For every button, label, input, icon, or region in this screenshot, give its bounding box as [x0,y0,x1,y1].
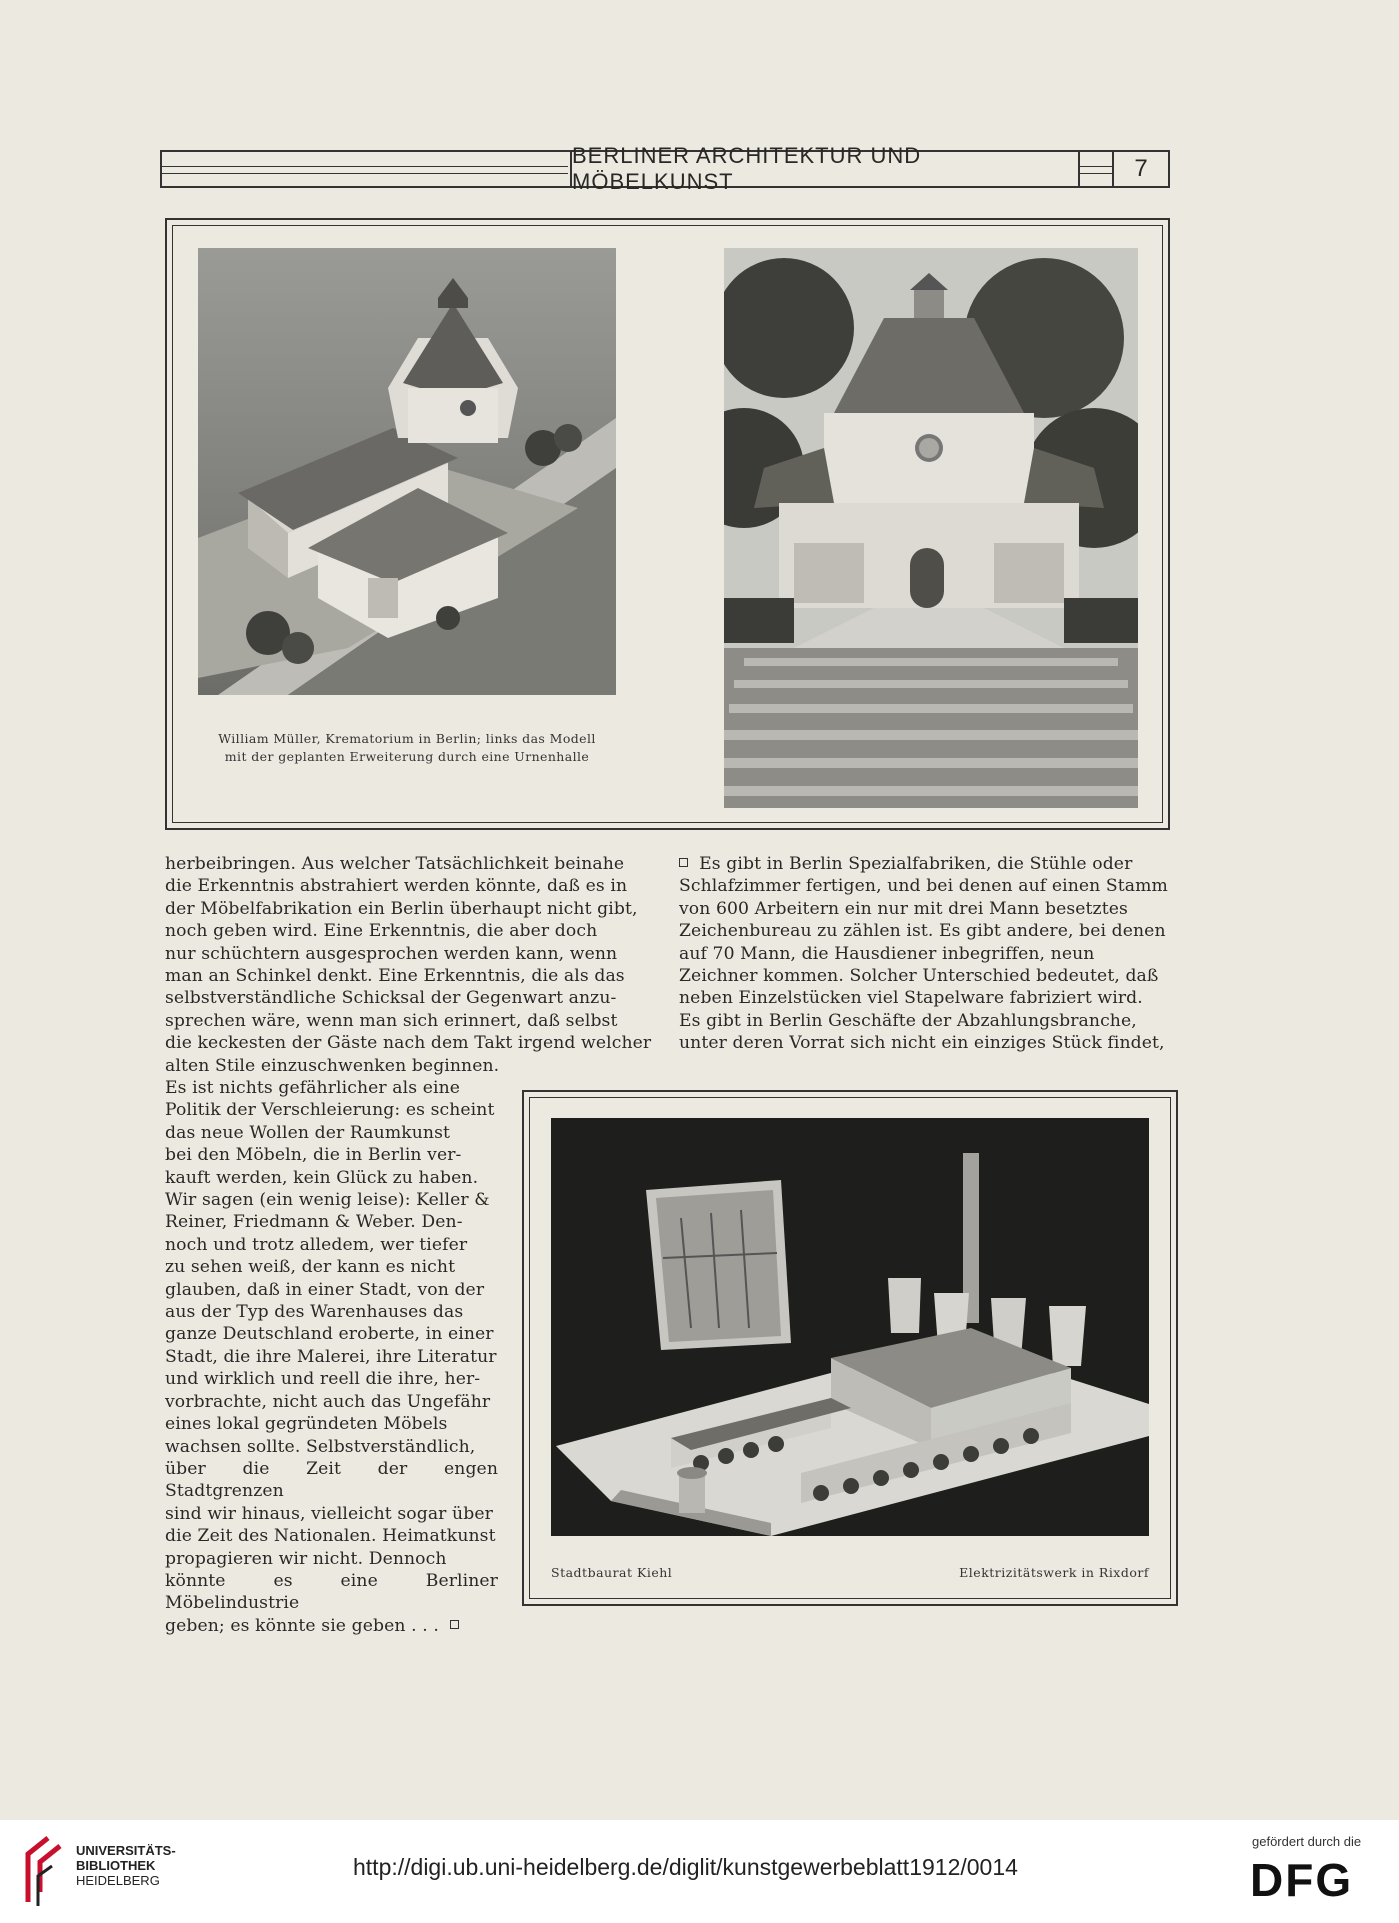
text-line [679,853,1172,875]
running-title: BERLINER ARCHITEKTUR UND MÖBELKUNST [570,152,1080,186]
text-line: selbstverständliche Schicksal der Gegenwart anzu- [165,988,617,1009]
text-line: das neue Wollen der Raumkunst [165,1122,451,1143]
text-line: eines lokal gegründeten Möbels [165,1414,448,1435]
text-line: und wirklich und reell die ihre, her- [165,1369,481,1390]
text-line: propagieren wir nicht. Dennoch [165,1548,447,1569]
text-line: von 600 Arbeitern ein nur mit drei Mann besetztes [679,898,1128,919]
text-line: der Möbelfabrikation ein Berlin überhaupt nicht gibt, [165,898,638,919]
left-column-top [165,853,657,1077]
text-line: zu sehen weiß, der kann es nicht [165,1257,456,1278]
header-rule-right [1080,166,1114,174]
text-line: nur schüchtern ausgesprochen werden kann, wenn [165,943,618,964]
text-line-first: Es gibt in Berlin Spezialfabriken, die Stühle oder [699,854,1133,874]
text-line: Zeichner kommen. Solcher Unterschied bedeutet, daß [679,966,1159,987]
crematorium-model-photo [198,248,616,695]
text-line: könnte es eine Berliner Möbelindustrie [165,1570,498,1614]
end-mark-icon [450,1620,459,1629]
text-line: man an Schinkel denkt. Eine Erkenntnis, die als das [165,966,625,987]
text-line: alten Stile einzuschwenken beginnen. [165,1055,500,1076]
top-figure-caption [198,730,616,766]
text-line: neben Einzelstücken viel Stapelware fabriziert wird. [679,988,1143,1009]
left-column-narrow [165,1077,498,1637]
caption-line: William Müller, Krematorium in Berlin; links das Modell [218,731,596,746]
library-name [76,1843,176,1888]
text-line: noch und trotz alledem, wer tiefer [165,1234,468,1255]
text-line [165,1615,498,1637]
text-line: herbeibringen. Aus welcher Tatsächlichkeit beinahe [165,854,625,874]
text-line: unter deren Vorrat sich nicht ein einziges Stück findet, [679,1033,1165,1054]
library-name-line: BIBLIOTHEK [76,1858,156,1873]
library-logo-icon [18,1832,68,1910]
text-line: wachsen sollte. Selbstverständlich, [165,1436,476,1457]
library-name-line: HEIDELBERG [76,1873,160,1888]
text-line: auf 70 Mann, die Hausdiener inbegriffen, neun [679,943,1095,964]
permalink-url[interactable]: http://digi.ub.uni-heidelberg.de/diglit/kunstgewerbeblatt1912/0014 [353,1854,1018,1880]
text-line: Zeichenbureau zu zählen ist. Es gibt andere, bei denen [679,921,1166,942]
text-line: sind wir hinaus, vielleicht sogar über [165,1503,493,1524]
text-line: ganze Deutschland eroberte, in einer [165,1324,494,1345]
text-line: bei den Möbeln, die in Berlin ver- [165,1145,462,1166]
power-station-model-photo [551,1118,1149,1536]
dfg-logo: DFG [1250,1854,1354,1906]
text-line: Wir sagen (ein wenig leise): Keller & [165,1190,490,1211]
text-line: die Zeit des Nationalen. Heimatkunst [165,1526,496,1547]
text-line: glauben, daß in einer Stadt, von der [165,1279,485,1300]
caption-line: mit der geplanten Erweiterung durch eine Urnenhalle [224,749,590,764]
text-line: Schlafzimmer fertigen, und bei denen auf einen Stamm [679,876,1168,897]
crematorium-exterior-photo [724,248,1138,808]
text-line: Es gibt in Berlin Geschäfte der Abzahlungsbranche, [679,1010,1137,1031]
right-column [679,853,1172,1055]
page-number: 7 [1112,152,1168,186]
bottom-figure-caption [551,1565,1149,1580]
text-line: vorbrachte, nicht auch das Ungefähr [165,1391,491,1412]
text-line: die Erkenntnis abstrahiert werden könnte, daß es in [165,876,628,897]
caption-title: Elektrizitätswerk in Rixdorf [959,1565,1149,1580]
text-line: noch geben wird. Eine Erkenntnis, die aber doch [165,921,598,942]
paragraph-mark-icon [679,858,688,867]
caption-author: Stadtbaurat Kiehl [551,1565,673,1580]
text-line-last: geben; es könnte sie geben . . . [165,1615,439,1636]
text-line: Stadt, die ihre Malerei, ihre Literatur [165,1346,497,1367]
text-line: aus der Typ des Warenhauses das [165,1302,464,1323]
header-rule-left [162,166,568,174]
text-line: Es ist nichts gefährlicher als eine [165,1078,461,1098]
footer-bar [0,1820,1399,1923]
text-line: Reiner, Friedmann & Weber. Den- [165,1212,463,1233]
text-line: Politik der Verschleierung: es scheint [165,1100,495,1121]
text-line: kauft werden, kein Glück zu haben. [165,1167,479,1188]
text-line: die keckesten der Gäste nach dem Takt irgend welcher [165,1033,652,1054]
text-line: über die Zeit der engen Stadtgrenzen [165,1458,498,1502]
funding-label: gefördert durch die [1252,1834,1362,1849]
text-line: sprechen wäre, wenn man sich erinnert, daß selbst [165,1010,618,1031]
running-header [160,143,1170,194]
library-name-line: UNIVERSITÄTS- [76,1843,176,1858]
